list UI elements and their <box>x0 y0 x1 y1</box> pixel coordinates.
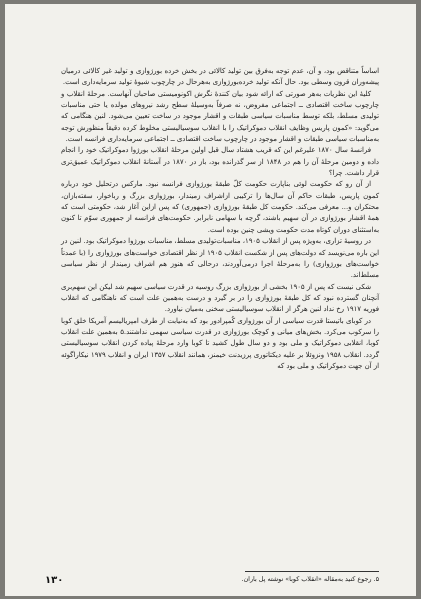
body-text <box>61 66 379 372</box>
page-number: ۱۳۰ <box>45 575 64 586</box>
footnote-divider <box>245 571 379 572</box>
paragraph: کلیهٔ این نظریات به‌هر صورتی که ارائه شود بیان کنندهٔ نگرش اکونومیستی صاحبان آنهاست. مرحلهٔ انقلاب و چارچوب ساخت اقتصادی ــ اجتماعی مفروض، نه صرفاً به‌وسیلهٔ سطح رشد نیروهای مولده یا حتی مناسبات تولیدی مسلط، بلکه توسط مناسبات سیاسی طبقات و اقشار موجود در ساخت تعیین می‌شود. لنین هنگامی که می‌گوید: «کمون پاریس وظایف انقلاب دموکراتیک را با انقلاب سوسیالیستی مخلوط کرده دقیقاً منظورش توجه به‌مناسبات سیاسی طبقات و اقشار موجود در چارچوب ساخت اقتصادی ــ اجتماعی سرمایه‌داری فرانسه است. <box>61 89 379 144</box>
paragraph: فرانسهٔ سال ۱۸۷۰ علیرغم این که قریب هشتاد سال قبل اولین مرحلهٔ انقلاب بورژوا دموکراتیک خود را انجام داده و دومین مرحلهٔ آن را هم در ۱۸۴۸ از سر گذرانده بود، باز در ۱۸۷۰ در آستانهٔ انقلاب دموکراتیک عمیق‌تری قرار داشت. چرا؟ <box>61 146 379 178</box>
paragraph: اساساً متناقض بود، و آن، عدم توجه به‌فرق بین تولید کالائی در بخش خرده بورژوازی و تولید غیر کالائی درمیان پیشه‌وران قرون وسطی بود. حال آنکه تولید خرده‌بورژوازی به‌هرحال در چارچوب شیوهٔ تولید سرمایه‌داری است. <box>61 67 379 87</box>
paragraph: در روسیهٔ تزاری، به‌ویژه پس از انقلاب ۱۹۰۵، مناسبات‌تولیدی مسلط، مناسبات بورژوا دموکراتیک بود. لنین در این باره می‌نویسد که دولت‌های پس از شکست انقلاب ۱۹۰۵ از نظر اقتصادی خواست‌های بورژوازی را (با عمدتاً خواست‌های بورژوازی) را به‌مرحلهٔ اجرا درمی‌آوردند، درحالی که هنوز هم اشراف زمیندار از نظر سیاسی مسلط‌اند. <box>61 237 379 280</box>
paragraph: در کوبای باتیستا قدرت سیاسی از آن بورژوازی کُمپرادور بود که به‌نیابت از طرف امپریالیسم آمریکا خلق کوبا را سرکوب می‌کرد. بخش‌های میانی و کوچک بورژوازی در قدرت سیاسی سهمی نداشتند.۵ به‌همین علت انقلاب کوبا، انقلابی دموکراتیک و ملی بود و دو سال طول کشید تا کوبا وارد مرحلهٔ پیاده کردن انقلاب سوسیالیستی گردد. انقلاب ۱۹۵۸ ونزوئلا بر علیه دیکتاتوری پرزیدنت خیمنز، همانند انقلاب ۱۳۵۷ ایران و انقلاب ۱۹۷۹ نیکاراگوئه از آن جهت دموکراتیک و ملی بود که <box>61 316 379 370</box>
paragraph: شکی نیست که پس از ۱۹۰۵ بخشی از بورژوازی بزرگ روسیه در قدرت سیاسی سهیم شد لیکن این سهم‌بری آنچنان گسترده نبود که کل طبقهٔ بورژوازی را در بر گیرد و درست به‌همین علت است که ناهنگامی که انقلاب فوریه ۱۹۱۷ رخ نداد لنین هرگز از انقلاب سوسیالیستی سخنی به‌میان نیاورد. <box>61 282 379 314</box>
paragraph: از آن رو که حکومت لوئی بناپارت حکومت کلّ طبقهٔ بورژوازی فرانسه نبود. مارکس درتحلیل خود درباره کمون پاریس، طبقات حاکم آن سال‌ها را ترکیبی ازاشراف زمیندار، بورژوازی بزرگ و رباخوار، سفته‌بازان، محتکران و... معرفی می‌کند. حکومت کل طبقهٔ بورژوازی (جمهوری) که پس ازاین آغاز شد، حکومتی است که همهٔ اقشار بورژوازی در آن سهیم باشند، گرچه با سهامی نابرابر. حکومت‌های فرانسه از جمهوری سوّم تا کنون به‌استثنای دوران کوتاه مدت حکومت ویشی چنین بوده است. <box>61 180 379 234</box>
book-page <box>5 4 416 596</box>
footnote: ۵. رجوع کنید به‌مقاله «انقلاب کوبا» نوشته پل باران. <box>241 575 379 583</box>
